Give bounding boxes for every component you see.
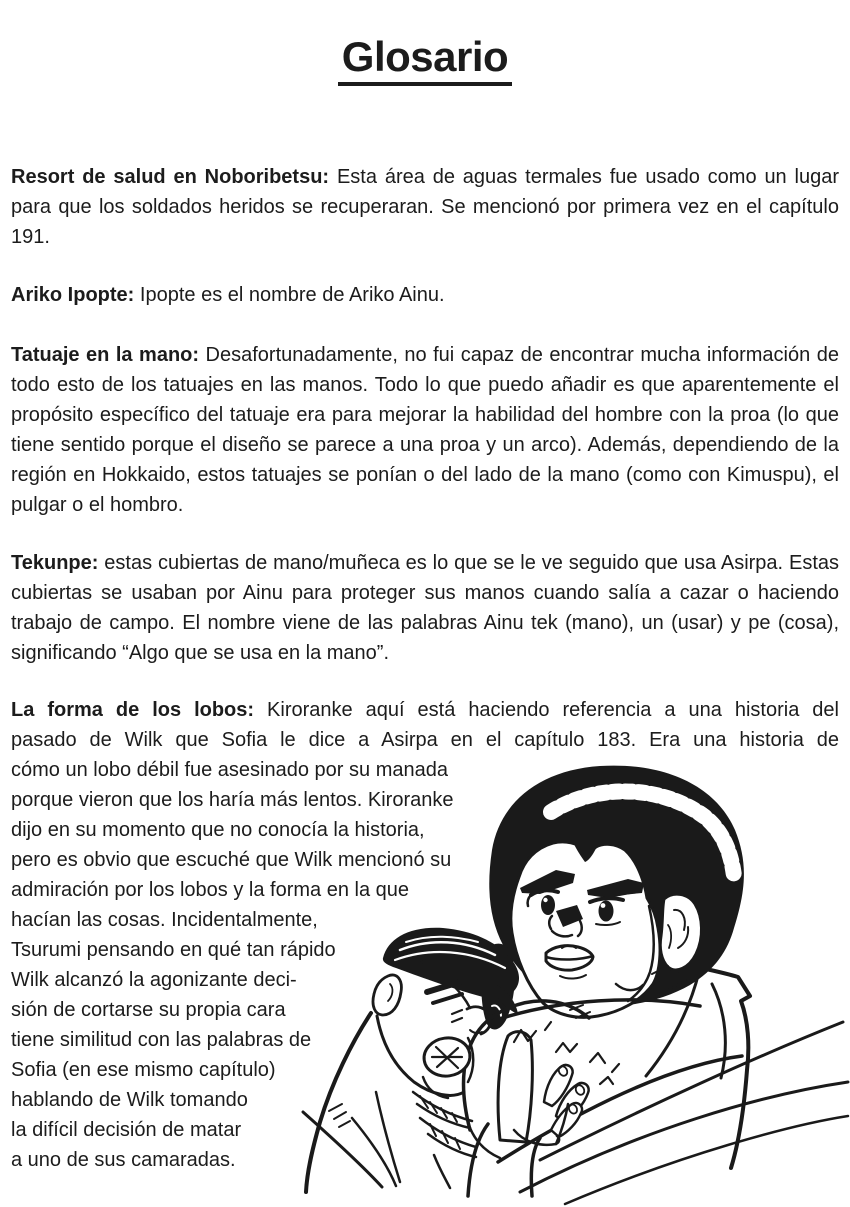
glossary-entry-tatuaje (11, 340, 839, 520)
entry-term: Ariko Ipopte: (11, 284, 135, 306)
grabbing-hand (498, 1032, 589, 1145)
woman-face (511, 842, 660, 1018)
text-line: a uno de sus camaradas. (11, 1149, 236, 1171)
text-line: pasado de Wilk que Sofia le dice a Asirpa en el capítulo 183. Era una historia de (11, 729, 839, 751)
text-line: cómo un lobo débil fue asesinado por su manada (11, 759, 448, 781)
entry-definition: estas cubiertas de mano/muñeca es lo que se le ve seguido que usa Asirpa. Estas cubiertas se usaban por Ainu para proteger sus manos cuando salía a cazar o haciendo trabajo de campo. El nombre viene de las palabras Ainu tek (mano), un (usar) y pe (cosa), significando “Algo que se usa en la mano”. (11, 552, 839, 664)
text-line: porque vieron que los haría más lentos. Kiroranke (11, 789, 454, 811)
entry-term: La forma de los lobos: (11, 699, 255, 721)
glossary-entry-ariko (11, 280, 839, 310)
text-line: Tsurumi pensando en qué tan rápido (11, 939, 336, 961)
entry-term: Tatuaje en la mano: (11, 344, 200, 366)
manga-illustration (270, 740, 850, 1207)
title-wrap (0, 0, 850, 86)
text-line: La forma de los lobos: Kiroranke aquí está haciendo referencia a una historia del (11, 699, 839, 721)
entry-definition: Ipopte es el nombre de Ariko Ainu. (139, 284, 445, 306)
text-line: Sofia (en ese mismo capítulo) (11, 1059, 276, 1081)
text-line: dijo en su momento que no conocía la historia, (11, 819, 425, 841)
entry-definition: Desafortunadamente, no fui capaz de encontrar mucha información de todo esto de los tatuajes en las manos. Todo lo que puedo añadir es que aparentemente el propósito específico del tatuaje era para mejorar la habilidad del hombre con la proa (lo que tiene sentido porque el diseño se parece a una proa y un arco). Además, dependiendo de la región en Hokkaido, estos tatuajes se ponían o del lado de la mano (como con Kimuspu), el pulgar o el hombro. (11, 344, 839, 516)
entry-term: Resort de salud en Noboribetsu: (11, 166, 330, 188)
text-line: la difícil decisión de matar (11, 1119, 242, 1141)
text-line: Wilk alcanzó la agonizante deci- (11, 969, 297, 991)
text-line: admiración por los lobos y la forma en la que (11, 879, 409, 901)
glossary-entry-tekunpe (11, 548, 839, 668)
text-line: pero es obvio que escuché que Wilk mencionó su (11, 849, 452, 871)
manga-panel (270, 740, 850, 1207)
text-line: hacían las cosas. Incidentalmente, (11, 909, 318, 931)
page-title: Glosario (338, 34, 512, 86)
entry-definition: Esta área de aguas termales fue usado como un lugar para que los soldados heridos se recuperaran. Se mencionó por primera vez en el capítulo 191. (11, 166, 840, 248)
glossary-entry-noboribetsu (11, 162, 839, 252)
text-line: sión de cortarse su propia cara (11, 999, 286, 1021)
text-line: hablando de Wilk tomando (11, 1089, 248, 1111)
text-line: tiene similitud con las palabras de (11, 1029, 312, 1051)
entry-term: Tekunpe: (11, 552, 99, 574)
